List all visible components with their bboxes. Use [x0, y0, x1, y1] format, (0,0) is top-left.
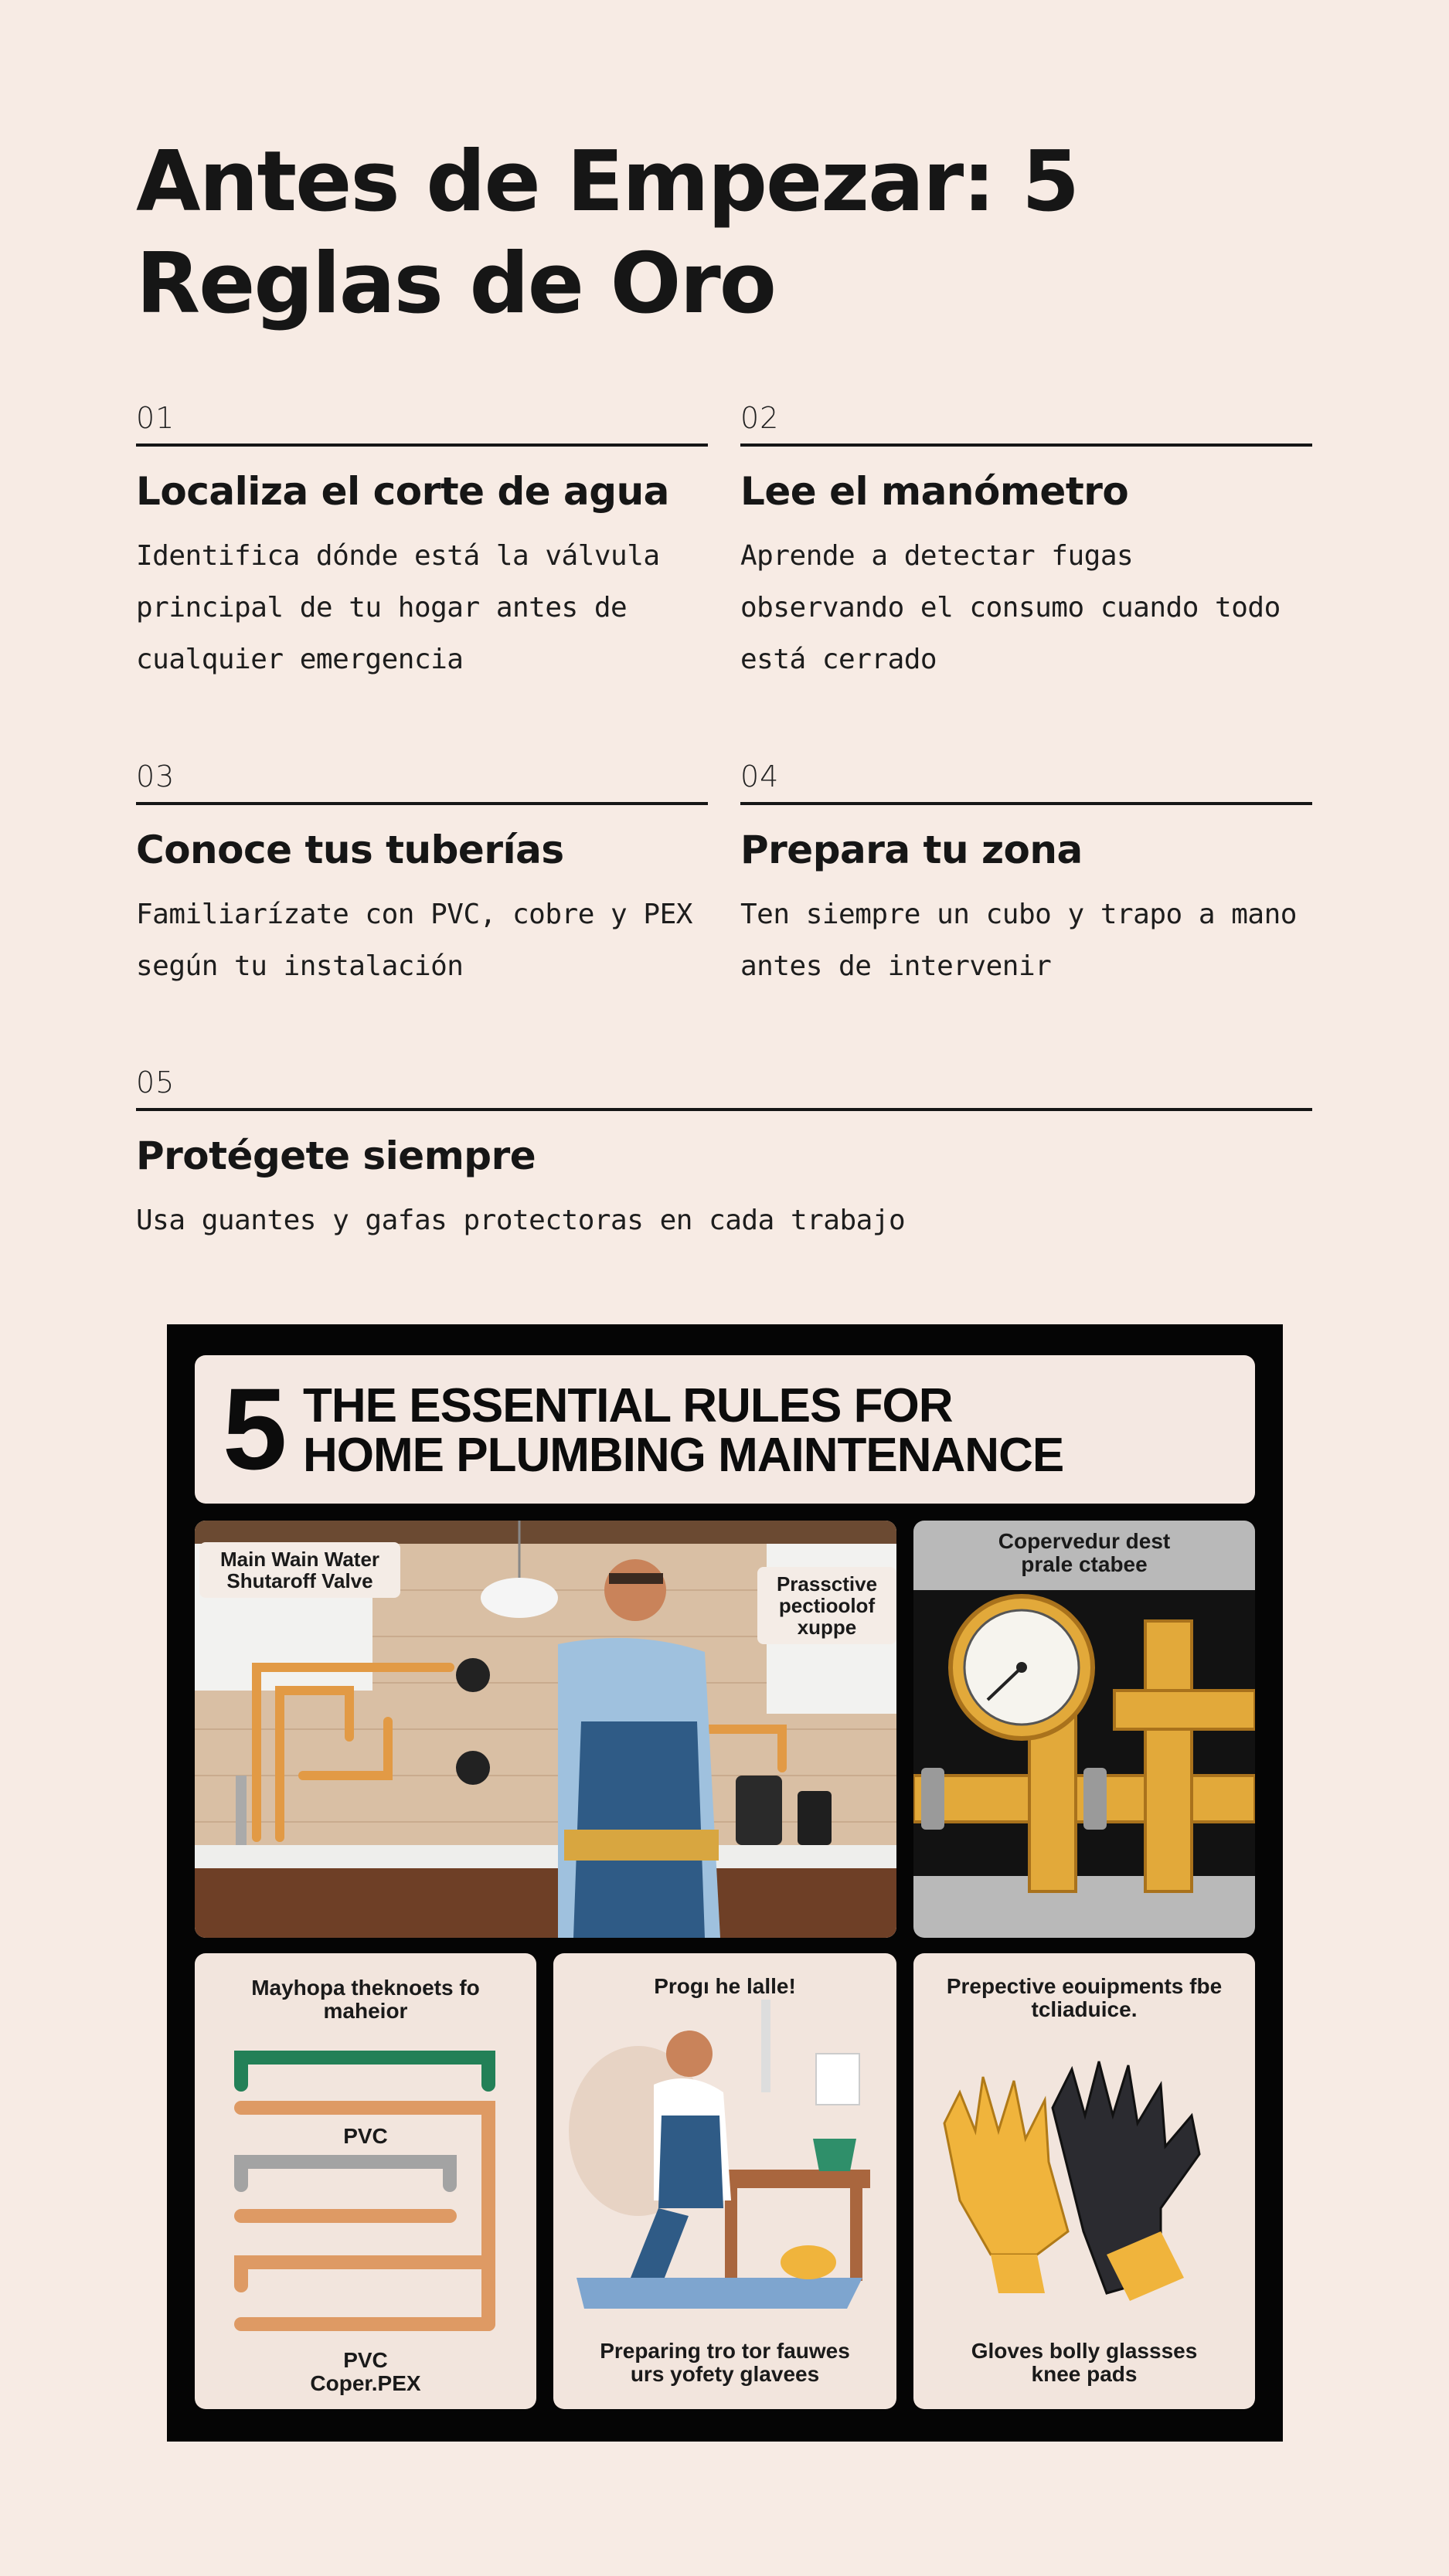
rule-description: Identifica dónde está la válvula principal de tu hogar antes de cualquier emergencia — [136, 540, 660, 675]
gauge-caption: Copervedur dest prale ctabee — [998, 1529, 1171, 1576]
rule-number: 02 — [740, 397, 1312, 447]
rule-title: Localiza el corte de agua — [136, 469, 669, 514]
rule-number: 01 — [136, 397, 708, 447]
pipes-caption-top: Mayhopa theknoets fo maheior — [251, 1976, 480, 2023]
gloves-caption-bottom: Gloves bolly glassses knee pads — [971, 2339, 1198, 2386]
rule-description: Aprende a detectar fugas observando el consumo cuando todo está cerrado — [740, 540, 1281, 675]
rule-title: Lee el manómetro — [740, 469, 1129, 514]
pressure-gauge-icon — [913, 1521, 1255, 1938]
gloves-illustration — [913, 1953, 1255, 2409]
rule-item — [740, 397, 1312, 685]
rule-title: Protégete siempre — [136, 1133, 536, 1178]
pipe-types-icon — [195, 1953, 536, 2409]
rule-item — [136, 756, 708, 992]
worker-caption-bottom: Preparing tro tor fauwes urs yofety glavees — [600, 2339, 850, 2386]
worker-caption-top: Progı he lalle! — [654, 1974, 796, 1998]
kitchen-label-left: Main Wain Water Shutaroff Valve — [199, 1542, 400, 1598]
page-title: Antes de Empezar: 5 Reglas de Oro — [136, 134, 1079, 332]
kitchen-label-right: Prassctive pectioolof xuppe — [757, 1567, 896, 1644]
infographic-banner — [195, 1355, 1255, 1504]
banner-line-2: HOME PLUMBING MAINTENANCE — [303, 1429, 1064, 1482]
pressure-gauge-illustration — [913, 1521, 1255, 1938]
banner-number: 5 — [223, 1364, 287, 1494]
rule-title: Conoce tus tuberías — [136, 828, 564, 872]
rule-number: 04 — [740, 756, 1312, 805]
rule-item — [136, 1062, 1312, 1246]
plumbing-infographic — [167, 1324, 1283, 2442]
pipes-caption-bottom: PVC Coper.PEX — [310, 2348, 421, 2395]
rule-description: Ten siempre un cubo y trapo a mano antes de intervenir — [740, 899, 1297, 982]
rule-description: Familiarízate con PVC, cobre y PEX según tu instalación — [136, 899, 692, 982]
kitchen-illustration — [195, 1521, 896, 1938]
rule-item — [136, 397, 708, 685]
pipes-caption-mid: PVC — [343, 2124, 388, 2148]
gloves-caption-top: Prepective eouipments fbe tcliaduice. — [946, 1974, 1223, 2021]
rule-number: 05 — [136, 1062, 1312, 1111]
pipes-illustration — [195, 1953, 536, 2409]
worker-illustration — [553, 1953, 896, 2409]
rule-item — [740, 756, 1312, 992]
rule-number: 03 — [136, 756, 708, 805]
rule-description: Usa guantes y gafas protectoras en cada trabajo — [136, 1205, 906, 1236]
rule-title: Prepara tu zona — [740, 828, 1083, 872]
banner-title — [303, 1381, 1230, 1480]
banner-line-1: THE ESSENTIAL RULES FOR — [303, 1379, 953, 1432]
